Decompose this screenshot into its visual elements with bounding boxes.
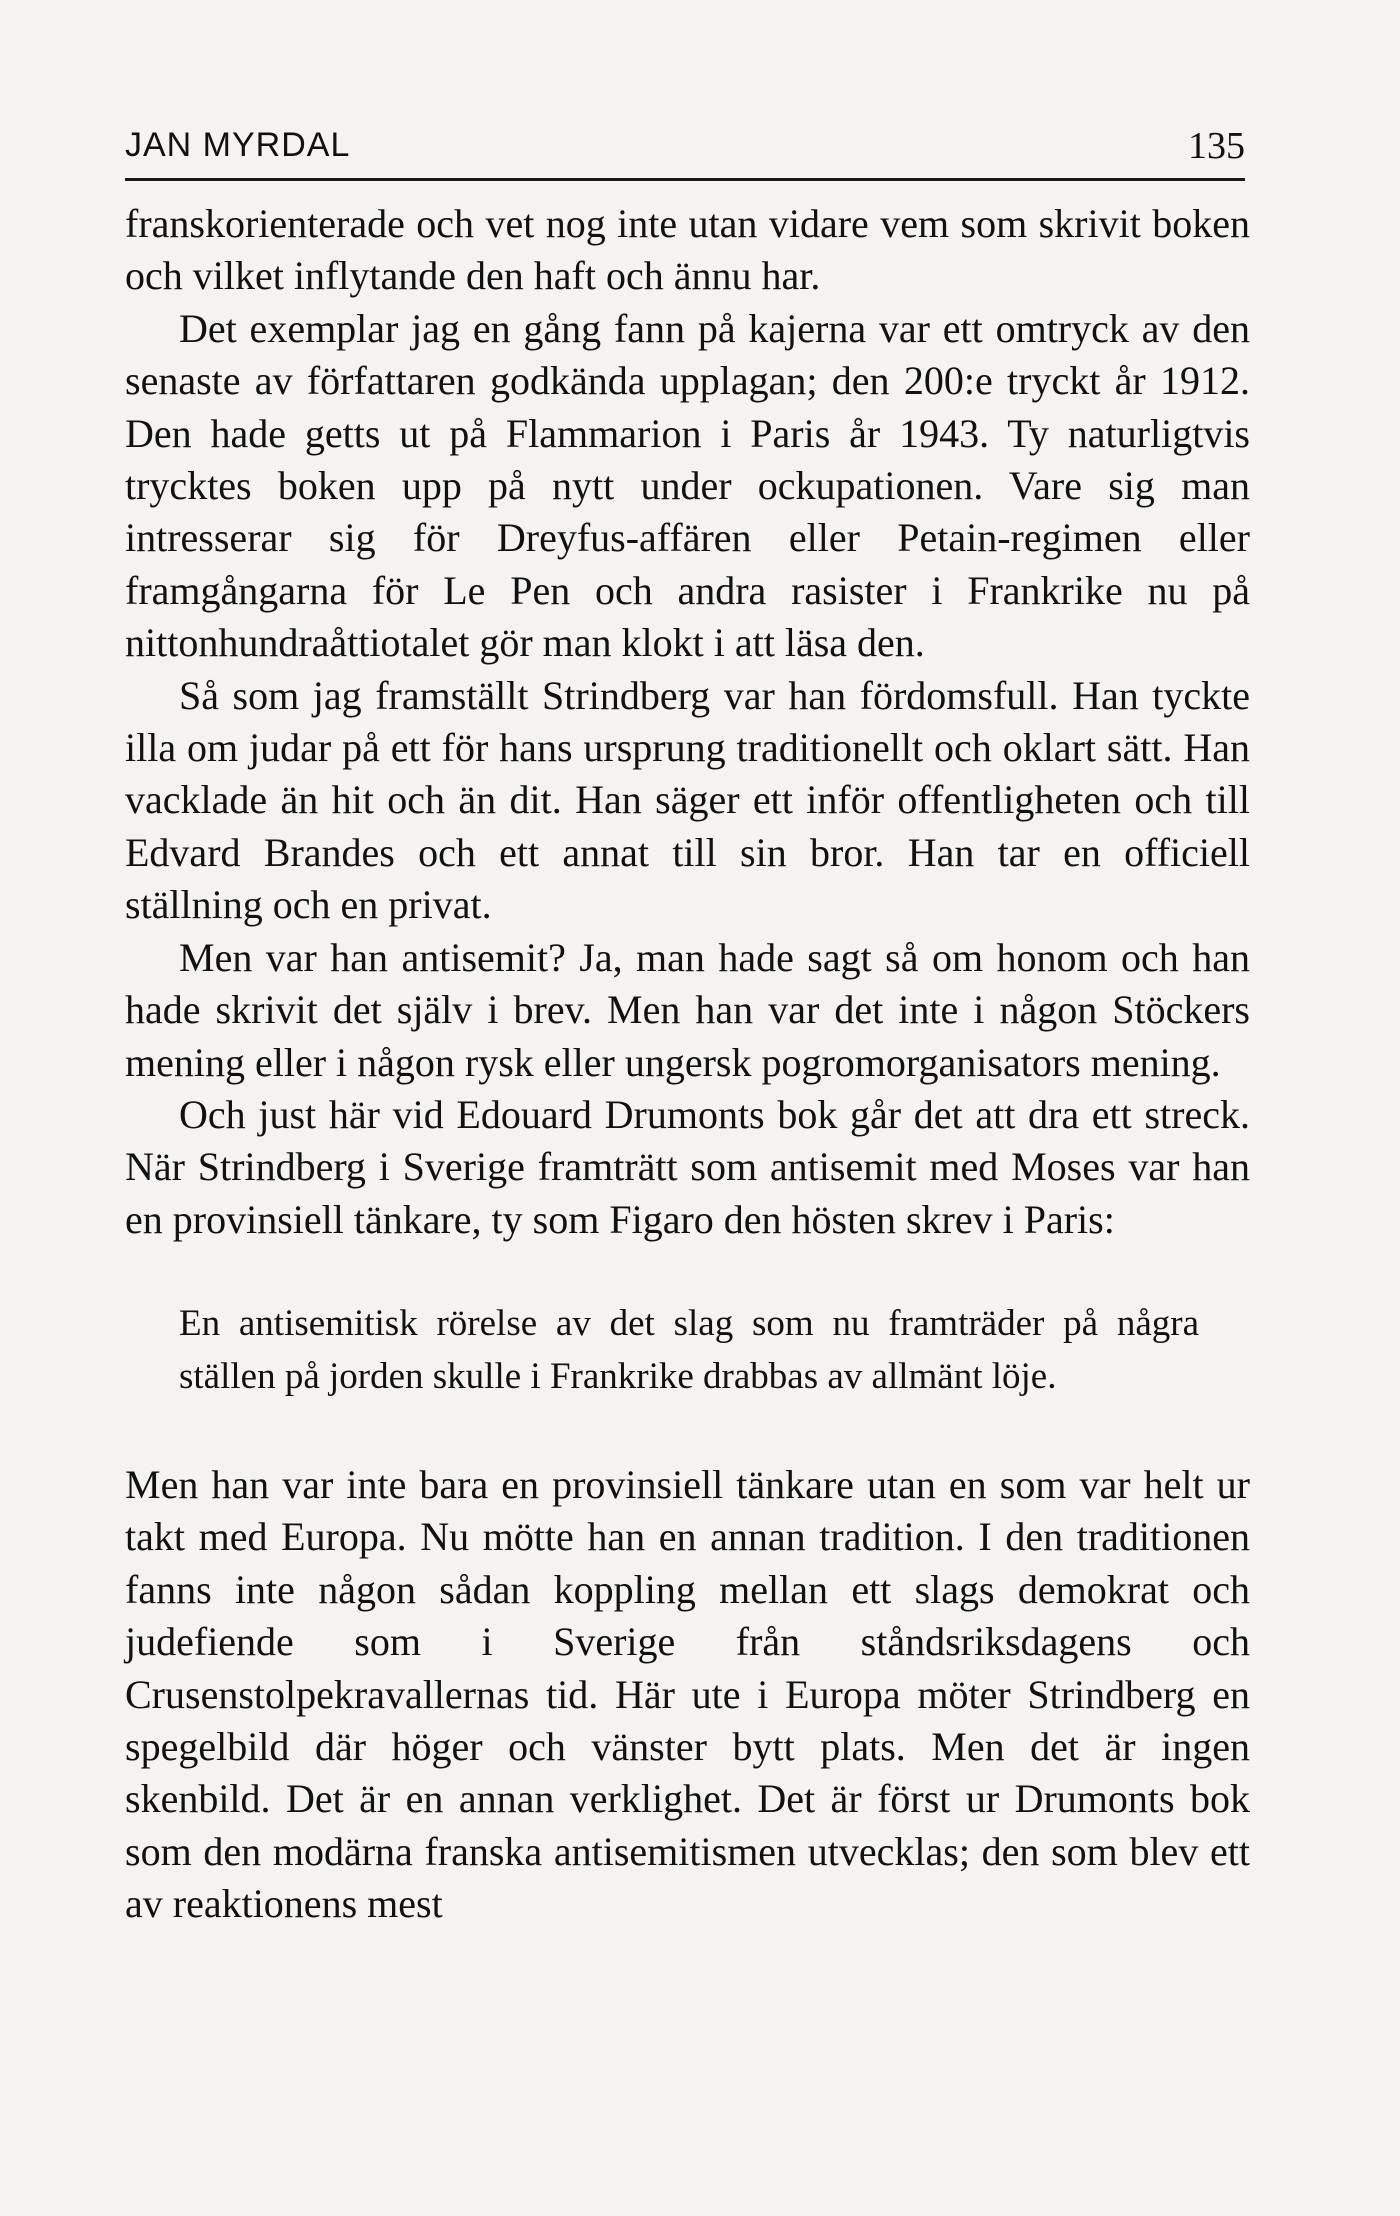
- paragraph-4: Men var han antisemit? Ja, man hade sagt så om honom och han hade skrivit det själv i brev. Men han var det inte i någon Stöckers mening eller i någon rysk eller ungersk pogromorganisators mening.: [125, 934, 1250, 1085]
- page-number: 135: [1188, 125, 1245, 167]
- running-head: [125, 122, 1245, 181]
- paragraph-5: Och just här vid Edouard Drumonts bok går det att dra ett streck. När Strindberg i Sverige framträtt som antisemit med Moses var han en provinsiell tänkare, ty som Figaro den hösten skrev i Paris:: [125, 1091, 1250, 1242]
- running-head-author: JAN MYRDAL: [125, 126, 351, 164]
- block-quote: En antisemitisk rörelse av det slag som nu framträder på några ställen på jorden skulle i Frankrike drabbas av allmänt löje.: [179, 1303, 1199, 1397]
- paragraph-3: Så som jag framställt Strindberg var han fördomsfull. Han tyckte illa om judar på ett för hans ursprung traditionellt och oklart sätt. Han vacklade än hit och än dit. Han säger ett inför offentligheten och till Edvard Brandes och ett annat till sin bror. Han tar en officiell ställning och en privat.: [125, 672, 1250, 928]
- paragraph-6: Men han var inte bara en provinsiell tänkare utan en som var helt ur takt med Europa. Nu mötte han en annan tradition. I den traditionen fanns inte någon sådan koppling mellan ett slags demokrat och judefiende som i Sverige från ståndsriksdagens och Crusenstolpekravallernas tid. Här ute i Europa möter Strindberg en spegelbild där höger och vänster bytt plats. Men det är ingen skenbild. Det är en annan verklighet. Det är först ur Drumonts bok som den modärna franska antisemitismen utvecklas; den som blev ett av reaktionens mest: [125, 1461, 1250, 1927]
- paragraph-2: Det exemplar jag en gång fann på kajerna var ett omtryck av den senaste av författaren godkända upplagan; den 200:e tryckt år 1912. Den hade getts ut på Flammarion i Paris år 1943. Ty naturligtvis trycktes boken upp på nytt under ockupationen. Vare sig man intresserar sig för Dreyfus-affären eller Petain-regimen eller framgångarna för Le Pen och andra rasister i Frankrike nu på nittonhundraåttiotalet gör man klokt i att läsa den.: [125, 305, 1250, 666]
- body-text: [125, 198, 1250, 1931]
- paragraph-1: franskorienterade och vet nog inte utan vidare vem som skrivit boken och vilket inflytande den haft och ännu har.: [125, 201, 1250, 299]
